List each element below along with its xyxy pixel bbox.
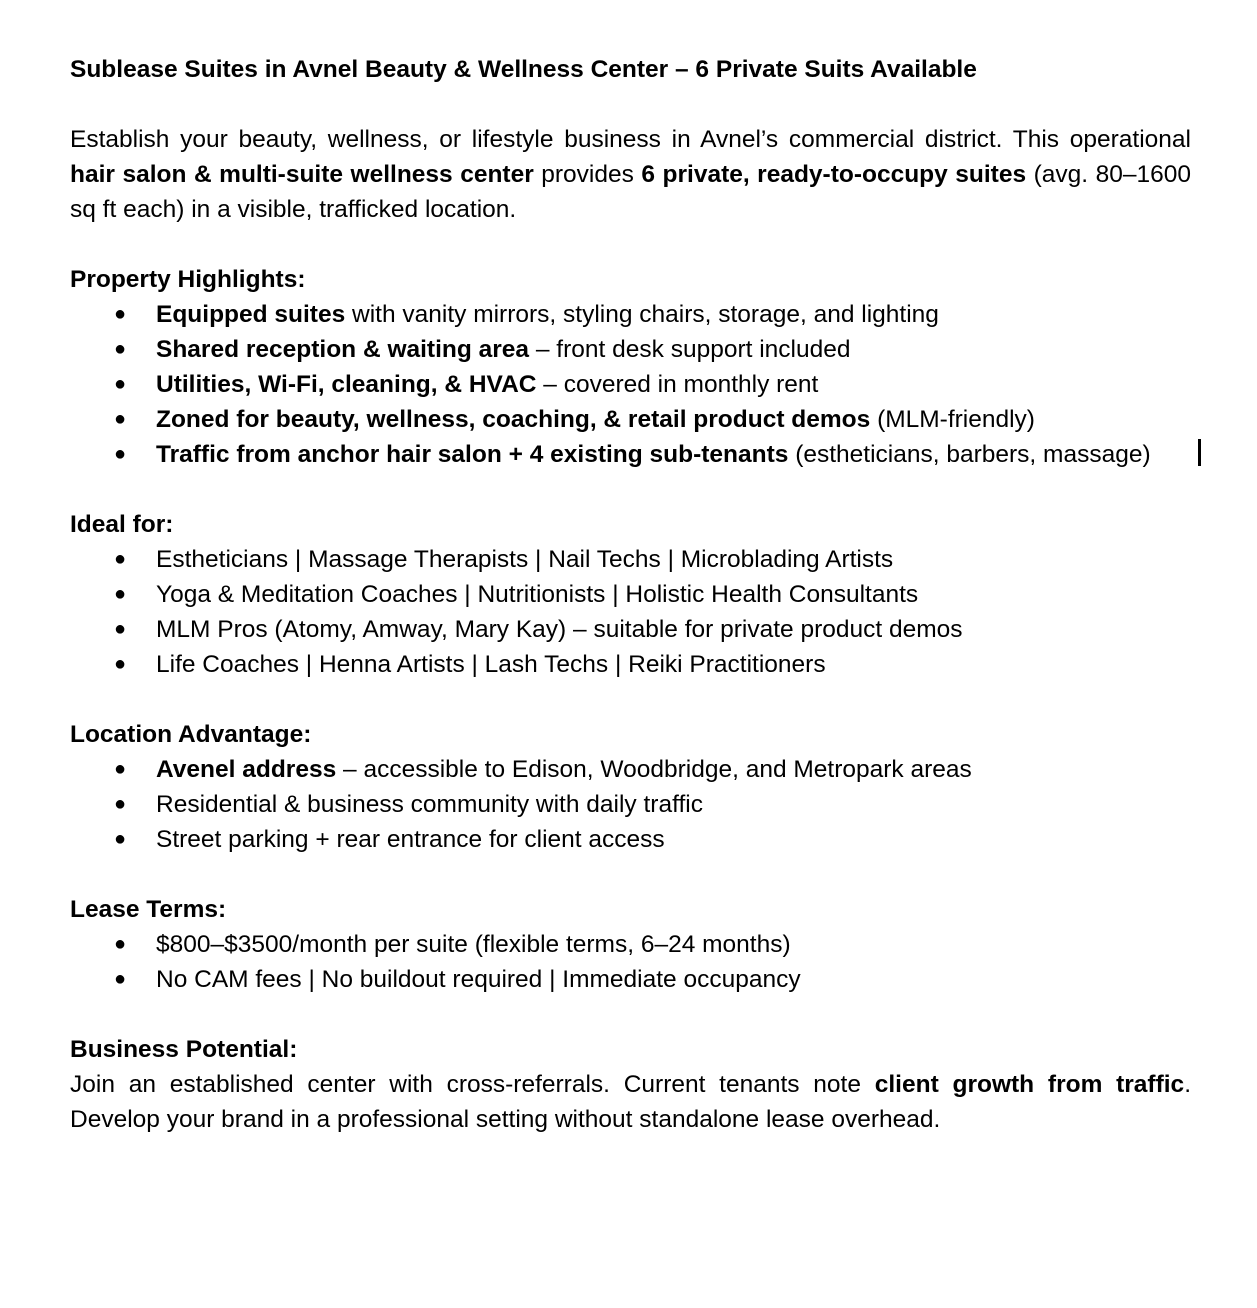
list-item — [70, 612, 1191, 647]
list-item — [70, 577, 1191, 612]
location-bold: Avenel address — [156, 756, 337, 783]
list-item — [70, 787, 1191, 822]
intro-text-2: provides — [533, 161, 642, 188]
intro-paragraph — [70, 122, 1191, 227]
location-text: Residential & business community with daily traffic — [156, 791, 703, 818]
highlight-text: (MLM-friendly) — [870, 406, 1035, 433]
intro-bold-2: 6 private, ready-to-occupy suites — [641, 161, 1027, 188]
potential-heading: Business Potential: — [70, 1036, 298, 1063]
bullet-icon: ● — [114, 758, 127, 780]
location-heading: Location Advantage: — [70, 721, 312, 748]
list-item — [70, 962, 1191, 997]
highlight-bold: Shared reception & waiting area — [156, 336, 530, 363]
lease-list — [70, 927, 1191, 997]
bullet-icon: ● — [114, 373, 127, 395]
document-title: Sublease Suites in Avnel Beauty & Wellness Center – 6 Private Suits Available — [70, 56, 977, 83]
location-list — [70, 752, 1191, 857]
ideal-text: Life Coaches | Henna Artists | Lash Techs | Reiki Practitioners — [156, 651, 826, 678]
highlight-bold: Equipped suites — [156, 301, 346, 328]
highlight-text: – front desk support included — [529, 336, 851, 363]
text-cursor — [1198, 439, 1201, 466]
ideal-text: Estheticians | Massage Therapists | Nail Techs | Microblading Artists — [156, 546, 894, 573]
intro-text-1: Establish your beauty, wellness, or lifestyle business in Avnel’s commercial district. This operational — [70, 126, 1191, 153]
bullet-icon: ● — [114, 793, 127, 815]
list-item — [70, 297, 1191, 332]
highlight-text: – covered in monthly rent — [536, 371, 819, 398]
list-item — [70, 752, 1191, 787]
location-text: Street parking + rear entrance for client access — [156, 826, 665, 853]
list-item — [70, 367, 1191, 402]
ideal-list — [70, 542, 1191, 682]
bullet-icon: ● — [114, 968, 127, 990]
list-item — [70, 927, 1191, 962]
lease-text: $800–$3500/month per suite (flexible terms, 6–24 months) — [156, 931, 791, 958]
bullet-icon: ● — [114, 653, 127, 675]
list-item — [70, 822, 1191, 857]
document-body — [70, 52, 1191, 1137]
intro-text-3: (avg. 80–1600 sq ft each) in a visible, trafficked location. — [70, 161, 1191, 223]
bullet-icon: ● — [114, 303, 127, 325]
list-item — [70, 542, 1191, 577]
bullet-icon: ● — [114, 443, 127, 465]
highlight-bold: Traffic from anchor hair salon + 4 existing sub-tenants — [156, 441, 789, 468]
potential-text-2: . Develop your brand in a professional setting without standalone lease overhead. — [70, 1071, 1191, 1133]
highlight-text: (estheticians, barbers, massage) — [788, 441, 1151, 468]
ideal-heading: Ideal for: — [70, 511, 174, 538]
bullet-icon: ● — [114, 618, 127, 640]
potential-text-1: Join an established center with cross-referrals. Current tenants note — [70, 1071, 875, 1098]
highlights-heading: Property Highlights: — [70, 266, 306, 293]
ideal-text: Yoga & Meditation Coaches | Nutritionists | Holistic Health Consultants — [156, 581, 919, 608]
bullet-icon: ● — [114, 828, 127, 850]
potential-bold-1: client growth from traffic — [874, 1071, 1185, 1098]
list-item — [70, 402, 1191, 437]
location-text: – accessible to Edison, Woodbridge, and Metropark areas — [336, 756, 972, 783]
highlight-bold: Zoned for beauty, wellness, coaching, & retail product demos — [156, 406, 871, 433]
bullet-icon: ● — [114, 548, 127, 570]
ideal-text: MLM Pros (Atomy, Amway, Mary Kay) – suitable for private product demos — [156, 616, 963, 643]
list-item — [70, 437, 1191, 472]
lease-heading: Lease Terms: — [70, 896, 227, 923]
potential-paragraph — [70, 1067, 1191, 1137]
intro-bold-1: hair salon & multi-suite wellness center — [70, 161, 534, 188]
lease-text: No CAM fees | No buildout required | Immediate occupancy — [156, 966, 801, 993]
bullet-icon: ● — [114, 338, 127, 360]
bullet-icon: ● — [114, 408, 127, 430]
highlight-text: with vanity mirrors, styling chairs, storage, and lighting — [345, 301, 939, 328]
bullet-icon: ● — [114, 933, 127, 955]
highlights-list — [70, 297, 1191, 472]
list-item — [70, 647, 1191, 682]
bullet-icon: ● — [114, 583, 127, 605]
list-item — [70, 332, 1191, 367]
highlight-bold: Utilities, Wi-Fi, cleaning, & HVAC — [156, 371, 537, 398]
